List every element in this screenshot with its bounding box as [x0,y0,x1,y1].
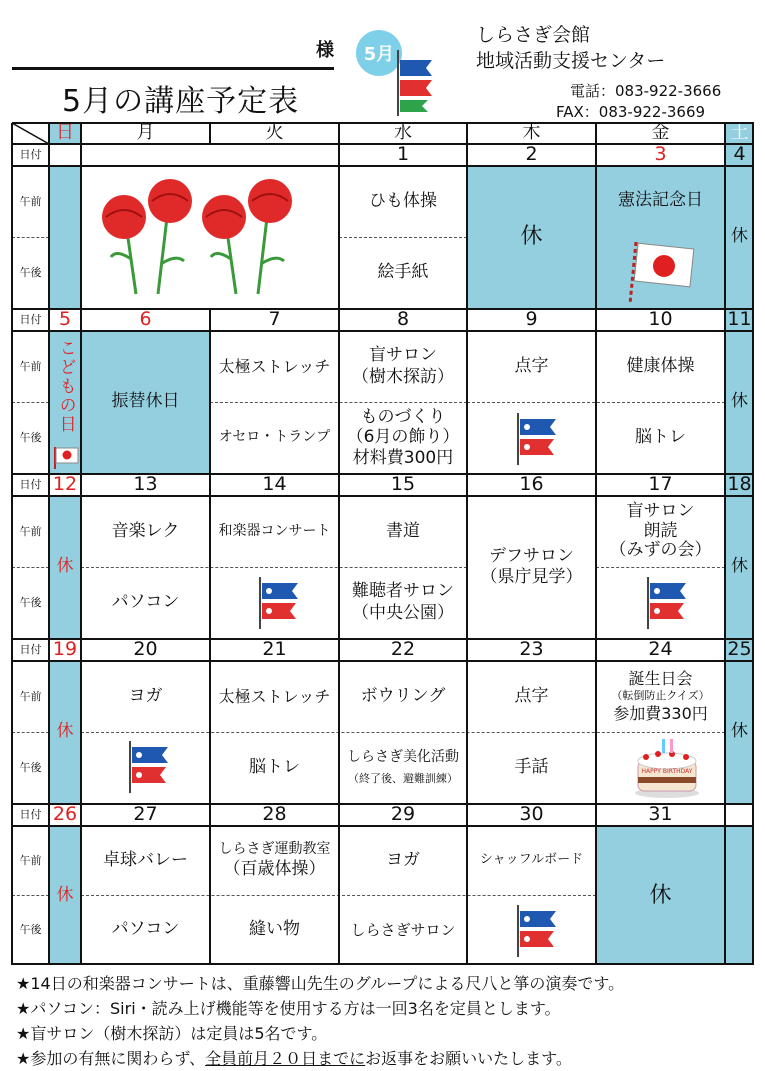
weekday-wed: 水 [394,122,412,144]
month-badge: 5月 [356,30,402,76]
w1-wed-pm: 絵手紙 [377,261,429,282]
w1-thu-closed: 休 [520,224,543,250]
w3-fri-am-group: （みずの会） [609,540,712,561]
w5-date-sun: 26 [52,803,78,826]
w2-date-thu: 9 [525,308,538,331]
w1-date-label: 日付 [19,148,42,162]
w3-date-fri: 17 [648,473,673,496]
w2-wed-am [339,331,467,402]
w4-pm-label: 午後 [19,760,42,774]
w3-tue-am: 和楽器コンサート [218,522,331,539]
w2-wed-pm-title: ものづくり [360,406,446,427]
w3-date-wed: 15 [390,473,416,496]
w4-date-fri: 24 [648,638,673,661]
w4-thu-am: 点字 [514,685,549,706]
w1-date-thu: 2 [525,143,538,166]
w4-sat-closed: 休 [731,721,748,742]
divider [12,237,49,238]
w5-date-fri: 31 [648,803,673,826]
w5-date-wed: 29 [390,803,416,826]
w5-date-mon: 27 [133,803,158,826]
w1-wed-am: ひも体操 [369,190,437,211]
note-4-deadline: 全員前月２０日までに [205,1049,366,1068]
w5-fri-closed: 休 [649,882,672,908]
weekday-thu: 木 [522,122,541,144]
name-underline [12,67,334,70]
divider [12,803,754,805]
w2-date-sun: 5 [58,308,72,331]
divider [11,123,13,965]
koinobori-header-icon [392,46,436,118]
weekday-sat: 土 [730,122,749,144]
w4-wed-pm-title: しらさぎ美化活動 [347,748,459,765]
divider [12,660,754,662]
w2-tue-am: 太極ストレッチ [218,356,331,376]
divider [209,309,211,965]
w2-mon-substitute-holiday: 振替休日 [111,391,180,412]
w2-date-fri: 10 [648,308,673,331]
w3-date-mon: 13 [133,473,158,496]
w2-sat-closed: 休 [731,391,748,412]
w5-tue-am-title: しらさぎ運動教室 [218,841,331,858]
w2-wed-pm [339,402,467,473]
w3-wed-am: 書道 [386,520,420,541]
honorific: 様 [316,40,334,61]
w3-fri-am-title: 盲サロン [626,501,695,522]
weekday-mon: 月 [136,122,155,144]
w4-wed-pm-sub: （終了後、避難訓練） [348,772,458,786]
w3-wed-pm [339,567,467,638]
koinobori-icon [254,575,302,631]
w4-mon-am: ヨガ [128,685,163,706]
w1-sun-bg [49,166,81,308]
org-name: しらさぎ会館 [476,24,591,46]
divider [80,123,82,965]
fax-number: FAX：083-922-3669 [556,103,706,121]
weekday-tue: 火 [265,122,284,144]
japan-flag-icon [626,238,698,306]
w5-wed-am: ヨガ [386,849,420,870]
w2-wed-am-sub: （樹木探訪） [352,366,454,387]
w2-am-label: 午前 [19,359,42,373]
note-2: ★パソコン：Siri・読み上げ機能等を使用する方は一回3名を定員とします。 [16,999,561,1018]
divider [12,473,754,475]
w4-fri-am-title: 誕生日会 [628,668,693,688]
divider [12,567,49,568]
w4-am-label: 午前 [19,689,42,703]
w4-sun-closed: 休 [56,721,74,742]
w3-thu-title: デフサロン [489,545,574,566]
w1-fri-holiday: 憲法記念日 [618,190,703,210]
w1-date-fri: 3 [654,143,667,166]
w4-date-sat: 25 [727,638,752,661]
w3-date-tue: 14 [262,473,287,496]
w3-mon-am: 音楽レク [111,520,180,541]
w5-sat-bg [725,826,754,965]
w5-tue-am-sub: （百歳体操） [223,858,326,879]
divider [12,963,754,965]
divider [209,123,211,144]
w2-thu-am: 点字 [514,355,549,376]
divider [12,402,49,403]
w3-date-sat: 18 [727,473,752,496]
w5-am-label: 午前 [19,853,42,867]
w1-pm-label: 午後 [19,265,42,279]
note-1: ★14日の和楽器コンサートは、重藤響山先生のグループによる尺八と箏の演奏です。 [16,974,625,993]
koinobori-icon [512,903,560,959]
divider [81,567,467,568]
calendar-grid [12,123,754,965]
w4-tue-am: 太極ストレッチ [218,686,331,706]
w5-date-thu: 30 [519,803,544,826]
w4-date-wed: 22 [390,638,416,661]
w1-date-wed: 1 [396,143,410,166]
koinobori-icon [124,739,172,795]
divider [81,732,725,733]
w4-date-thu: 23 [519,638,544,661]
birthday-cake-icon [632,733,702,799]
divider [339,237,467,238]
w2-date-wed: 8 [396,308,410,331]
divider [12,143,754,145]
w4-date-tue: 21 [262,638,287,661]
w5-sun-closed: 休 [56,884,74,905]
w3-sat-closed: 休 [731,556,748,577]
divider [338,123,340,965]
note-4-start: ★参加の有無に関わらず、 [16,1049,206,1068]
w3-fri-am-sub: 朗読 [643,520,678,541]
w5-wed-pm: しらさぎサロン [350,920,456,939]
divider [12,895,49,896]
corner-diagonal [12,123,49,144]
w1-date-sat: 4 [733,143,746,166]
w3-date-label: 日付 [19,478,42,492]
koinobori-icon [642,575,690,631]
w3-pm-label: 午後 [19,595,42,609]
weekday-fri: 金 [651,122,670,144]
w3-am-label: 午前 [19,524,42,538]
divider [724,123,726,965]
w2-date-mon: 6 [139,308,152,331]
w4-wed-pm [339,732,467,803]
divider [12,638,754,640]
w4-wed-am: ボウリング [360,685,446,706]
w3-wed-pm-sub: （中央公園） [352,602,454,623]
phone-number: 電話：083-922-3666 [570,82,722,100]
w5-date-tue: 28 [262,803,287,826]
w5-mon-am: 卓球バレー [103,849,188,870]
divider [12,165,754,167]
weekday-sun: 日 [56,122,74,144]
divider [48,123,50,965]
w2-pm-label: 午後 [19,430,42,444]
note-3: ★盲サロン（樹木探訪）は定員は5名です。 [16,1024,328,1043]
w5-tue-pm: 縫い物 [249,919,300,940]
w3-fri-am [596,496,725,567]
divider [595,123,597,965]
koinobori-icon [512,411,560,467]
divider [12,122,754,124]
note-4-end: お返事をお願いいたします。 [365,1049,572,1068]
page-title: 5月の講座予定表 [62,84,300,119]
divider [12,330,754,332]
w3-mon-pm: パソコン [111,591,180,612]
w3-wed-pm-title: 難聴者サロン [352,581,454,602]
w2-wed-pm-sub: （6月の飾り） [346,427,460,448]
w2-fri-pm: 脳トレ [635,426,686,447]
w4-fri-am-fee: 参加費330円 [613,703,708,723]
w5-mon-pm: パソコン [111,919,180,940]
w4-fri-am-sub: （転倒防止クイズ） [611,689,710,703]
w2-fri-am: 健康体操 [626,355,695,376]
w2-wed-am-title: 盲サロン [369,345,437,366]
carnation-icon [96,179,206,299]
divider [466,123,468,965]
divider [12,308,754,310]
divider [596,567,725,568]
w4-date-mon: 20 [133,638,158,661]
w5-pm-label: 午後 [19,923,42,937]
divider [12,732,49,733]
org-center: 地域活動支援センター [476,50,666,72]
w5-date-label: 日付 [19,808,42,822]
japan-flag-icon [52,445,80,471]
w3-date-thu: 16 [519,473,544,496]
w2-date-sat: 11 [727,308,752,331]
w2-tue-pm: オセロ・トランプ [218,428,331,445]
w3-thu-sub: （県庁見学） [480,567,583,587]
w3-sun-closed: 休 [56,556,74,577]
w2-date-tue: 7 [268,308,281,331]
w4-date-label: 日付 [19,643,42,657]
w4-tue-pm: 脳トレ [249,756,300,777]
w4-thu-pm: 手話 [514,756,549,777]
w2-wed-pm-fee: 材料費300円 [352,447,454,468]
divider [752,123,754,965]
w3-date-sun: 12 [52,473,78,496]
w5-thu-am: シャッフルボード [479,852,584,868]
w1-am-label: 午前 [19,194,42,208]
divider [12,495,754,497]
w3-thu [467,496,596,638]
note-4 [16,1046,572,1069]
w1-sat-closed: 休 [731,226,748,247]
w2-date-label: 日付 [19,313,42,327]
w2-sun-childrens-day: こどもの日 [55,338,76,434]
w5-tue-am [210,826,339,895]
w4-date-sun: 19 [52,638,78,661]
w4-fri-am [596,661,725,732]
divider [12,825,754,827]
cake-greeting: HAPPY BIRTHDAY [641,768,693,775]
carnation-icon [196,179,306,299]
